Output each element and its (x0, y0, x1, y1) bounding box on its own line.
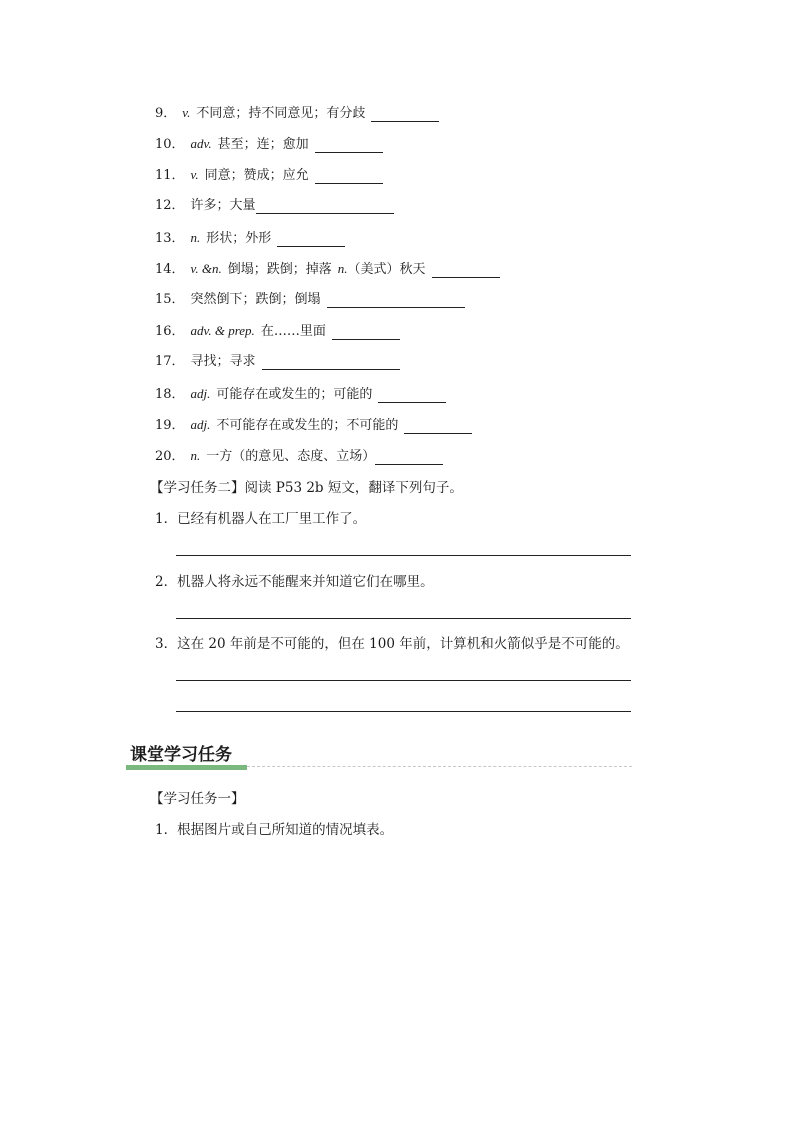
answer-blank[interactable] (262, 356, 400, 370)
part-of-speech-2: n. (337, 261, 348, 276)
vocab-item-18 (155, 386, 446, 403)
vocab-number: 19． (155, 418, 185, 433)
vocab-item-11 (155, 167, 383, 184)
vocab-number: 18． (155, 387, 185, 402)
vocab-meaning: 不同意；持不同意见；有分歧 (196, 106, 366, 121)
part-of-speech: v. &n. (190, 261, 222, 276)
vocab-meaning: 寻找；寻求 (190, 354, 256, 369)
task2-heading: 【学习任务二】阅读 P53 2b 短文，翻译下列句子。 (150, 480, 463, 496)
answer-blank[interactable] (404, 420, 472, 434)
sentence-3: 3．这在 20 年前是不可能的，但在 100 年前，计算机和火箭似乎是不可能的。 (155, 636, 629, 652)
vocab-number: 10． (155, 137, 185, 152)
vocab-meaning: 形状；外形 (206, 231, 272, 246)
task1-item-1: 1．根据图片或自己所知道的情况填表。 (155, 822, 394, 838)
vocab-meaning: 突然倒下；跌倒；倒塌 (190, 292, 321, 307)
part-of-speech: v. (190, 167, 199, 182)
vocab-number: 16． (155, 324, 185, 339)
vocab-number: 13． (155, 231, 185, 246)
answer-line-3a[interactable] (176, 680, 631, 681)
vocab-number: 9． (155, 106, 177, 121)
sentence-2: 2．机器人将永远不能醒来并知道它们在哪里。 (155, 574, 434, 590)
vocab-item-13 (155, 230, 345, 247)
answer-blank[interactable] (277, 233, 345, 247)
vocab-item-12 (155, 198, 394, 214)
vocab-item-17 (155, 354, 400, 370)
vocab-meaning: 在……里面 (260, 324, 326, 339)
part-of-speech: n. (190, 448, 201, 463)
task1-heading: 【学习任务一】 (150, 791, 245, 807)
answer-blank[interactable] (332, 326, 400, 340)
vocab-meaning: 一方（的意见、态度、立场） (206, 449, 376, 464)
vocab-number: 12． (155, 198, 185, 213)
part-of-speech: adj. (190, 417, 211, 432)
part-of-speech: v. (182, 105, 191, 120)
vocab-meaning: 不可能存在或发生的；不可能的 (216, 418, 399, 433)
vocab-item-20 (155, 448, 443, 465)
vocab-meaning: 许多；大量 (190, 198, 256, 213)
vocab-number: 15． (155, 292, 185, 307)
answer-blank[interactable] (375, 451, 443, 465)
sentence-1: 1．已经有机器人在工厂里工作了。 (155, 511, 367, 527)
answer-blank[interactable] (378, 389, 446, 403)
section-divider (247, 766, 632, 767)
part-of-speech: adv. & prep. (190, 323, 255, 338)
vocab-meaning: 同意；赞成；应允 (204, 168, 309, 183)
vocab-item-19 (155, 417, 472, 434)
vocab-number: 20． (155, 449, 185, 464)
part-of-speech: adj. (190, 386, 211, 401)
vocab-item-16 (155, 323, 400, 340)
part-of-speech: adv. (190, 136, 212, 151)
vocab-item-14 (155, 261, 500, 278)
answer-blank[interactable] (256, 200, 394, 214)
answer-blank[interactable] (315, 170, 383, 184)
vocab-number: 11． (155, 168, 185, 183)
vocab-number: 17． (155, 354, 185, 369)
answer-line-3b[interactable] (176, 711, 631, 712)
vocab-item-9 (155, 105, 439, 122)
vocab-item-10 (155, 136, 383, 153)
vocab-number: 14． (155, 262, 185, 277)
answer-blank[interactable] (315, 139, 383, 153)
answer-line-2[interactable] (176, 618, 631, 619)
vocab-meaning-2: （美式）秋天 (347, 262, 426, 277)
part-of-speech: n. (190, 230, 201, 245)
vocab-meaning: 倒塌；跌倒；掉落 (227, 262, 332, 277)
vocab-meaning: 甚至；连；愈加 (217, 137, 309, 152)
section-title: 课堂学习任务 (130, 745, 232, 765)
answer-line-1[interactable] (176, 555, 631, 556)
answer-blank[interactable] (327, 294, 465, 308)
answer-blank[interactable] (371, 108, 439, 122)
vocab-item-15 (155, 292, 465, 308)
vocab-meaning: 可能存在或发生的；可能的 (216, 387, 373, 402)
answer-blank[interactable] (432, 264, 500, 278)
